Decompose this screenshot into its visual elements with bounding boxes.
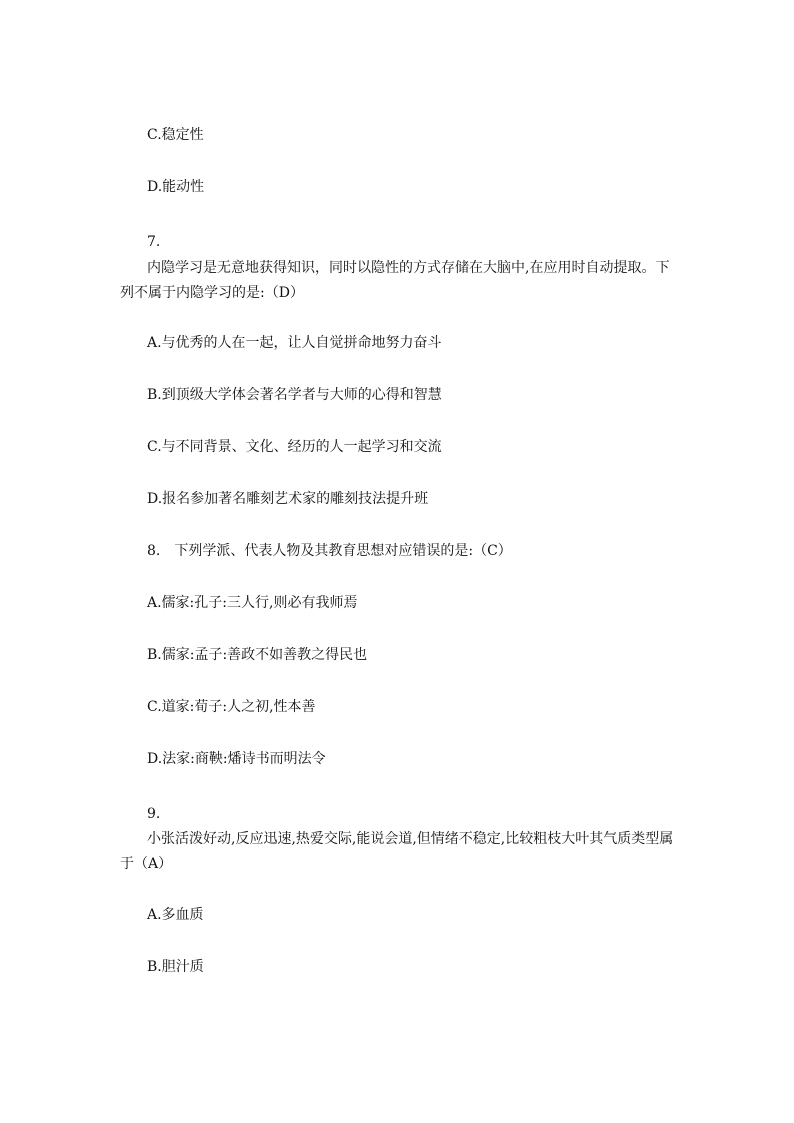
question-8-option-b: B.儒家:孟子:善政不如善教之得民也 [147, 647, 368, 663]
question-9-number: 9. [147, 806, 161, 822]
question-7-option-c: C.与不同背景、文化、经历的人一起学习和交流 [147, 439, 442, 455]
question-9-text: 小张活泼好动,反应迅速,热爱交际,能说会道,但情绪不稳定,比较粗枝大叶其气质类型属于（A） [120, 831, 674, 872]
question-7-text: 内隐学习是无意地获得知识，同时以隐性的方式存储在大脑中,在应用时自动提取。下列不属于内隐学习的是:（D） [120, 260, 670, 301]
question-7-option-a: A.与优秀的人在一起，让人自觉拼命地努力奋斗 [147, 335, 442, 351]
question-8-text: 8. 下列学派、代表人物及其教育思想对应错误的是:（C） [147, 543, 512, 559]
question-8-option-c: C.道家:荀子:人之初,性本善 [147, 699, 316, 715]
question-7-option-d: D.报名参加著名雕刻艺术家的雕刻技法提升班 [147, 491, 429, 507]
question-8-option-a: A.儒家:孔子:三人行,则必有我师焉 [147, 595, 358, 611]
question-7-option-b: B.到顶级大学体会著名学者与大师的心得和智慧 [147, 387, 442, 403]
question-9-option-a: A.多血质 [147, 907, 204, 923]
option-d-initiative: D.能动性 [147, 179, 205, 195]
question-7-number: 7. [147, 234, 161, 250]
question-9-option-b: B.胆汁质 [147, 959, 204, 975]
option-c-stability: C.稳定性 [147, 127, 204, 143]
question-8-option-d: D.法家:商鞅:燔诗书而明法令 [147, 751, 326, 767]
